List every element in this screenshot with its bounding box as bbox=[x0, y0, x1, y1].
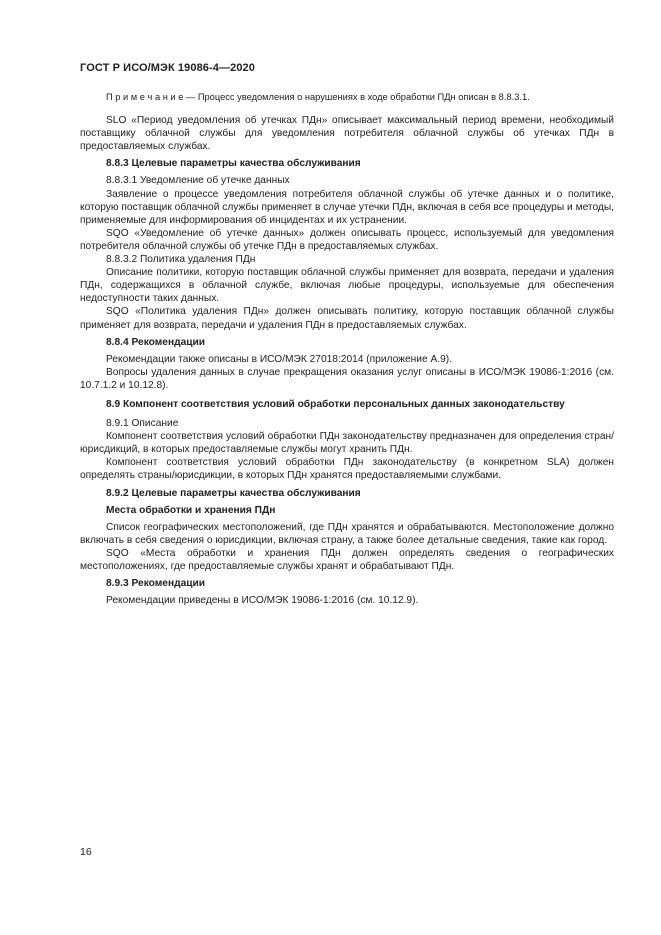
body-paragraph: Вопросы удаления данных в случае прекращения оказания услуг описаны в ИСО/МЭК 19086-1:2016 (см. 10.7.1.2 и 10.12.8). bbox=[80, 366, 614, 391]
section-heading-8-9-2: 8.9.2 Целевые параметры качества обслуживания bbox=[106, 487, 361, 499]
body-paragraph: Рекомендации также описаны в ИСО/МЭК 27018:2014 (приложение А.9). bbox=[106, 353, 452, 365]
body-paragraph: Описание политики, которую поставщик облачной службы применяет для возврата, передачи и удаления ПДн, содержащихся в облачной службе, включая любые процедуры, используемые для обеспечения недоступности таких данных. bbox=[80, 267, 614, 305]
body-paragraph: SLO «Период уведомления об утечках ПДн» описывает максимальный период времени, необходимый поставщику облачной службы для уведомления потребителя облачной службы об утечках ПДн в предоставляемых службах. bbox=[80, 115, 614, 153]
body-paragraph: Компонент соответствия условий обработки ПДн законодательству предназначен для определения стран/юрисдикций, в которых предоставляемые службы могут хранить ПДн. bbox=[80, 431, 614, 456]
body-paragraph: SQO «Уведомление об утечке данных» должен описывать процесс, используемый для уведомления потребителя облачной службы об утечке ПДн в предоставляемых службах. bbox=[80, 227, 614, 252]
body-paragraph: Компонент соответствия условий обработки ПДн законодательству (в конкретном SLA) должен определять страны/юрисдикции, в которых ПДн хранятся предоставляемыми службами. bbox=[80, 457, 614, 482]
section-heading-8-9: 8.9 Компонент соответствия условий обработки персональных данных законодательству bbox=[106, 398, 565, 410]
body-paragraph: Список географических местоположений, где ПДн хранятся и обрабатываются. Местоположение должно включать в себя сведения о юрисдикции, включая страну, а также более детальные сведения, такие как город. bbox=[80, 521, 614, 546]
subsection-heading-locations: Места обработки и хранения ПДн bbox=[106, 504, 276, 516]
body-paragraph: SQO «Политика удаления ПДн» должен описывать политику, которую поставщик облачной службы применяет для возврата, передачи и удаления ПДн в предоставляемых службах. bbox=[80, 306, 614, 331]
body-paragraph: Заявление о процессе уведомления потребителя облачной службы об утечке данных и о политике, которую поставщик облачной службы применяет в случае утечки ПДн, включая в себя все процедуры и методы, применяемые для информирования об инцидентах и их устранении. bbox=[80, 188, 614, 226]
subsection-heading-8-8-3-2: 8.8.3.2 Политика удаления ПДн bbox=[106, 254, 256, 266]
subsection-heading-8-9-1: 8.9.1 Описание bbox=[106, 418, 179, 430]
section-heading-8-9-3: 8.9.3 Рекомендации bbox=[106, 578, 206, 590]
subsection-heading-8-8-3-1: 8.8.3.1 Уведомление об утечке данных bbox=[106, 175, 290, 187]
body-paragraph: Рекомендации приведены в ИСО/МЭК 19086-1:2016 (см. 10.12.9). bbox=[106, 595, 419, 607]
body-paragraph: SQO «Места обработки и хранения ПДн должен определять сведения о географических местоположениях, где предоставляемые службы хранят и обрабатывают ПДн. bbox=[80, 547, 614, 572]
page-number: 16 bbox=[80, 846, 92, 858]
section-heading-8-8-4: 8.8.4 Рекомендации bbox=[106, 336, 206, 348]
document-header: ГОСТ Р ИСО/МЭК 19086-4—2020 bbox=[80, 62, 255, 74]
document-body bbox=[80, 91, 614, 607]
section-heading-8-8-3: 8.8.3 Целевые параметры качества обслуживания bbox=[106, 158, 361, 170]
note-paragraph: П р и м е ч а н и е — Процесс уведомления о нарушениях в ходе обработки ПДн описан в 8.8.3.1. bbox=[106, 92, 530, 102]
